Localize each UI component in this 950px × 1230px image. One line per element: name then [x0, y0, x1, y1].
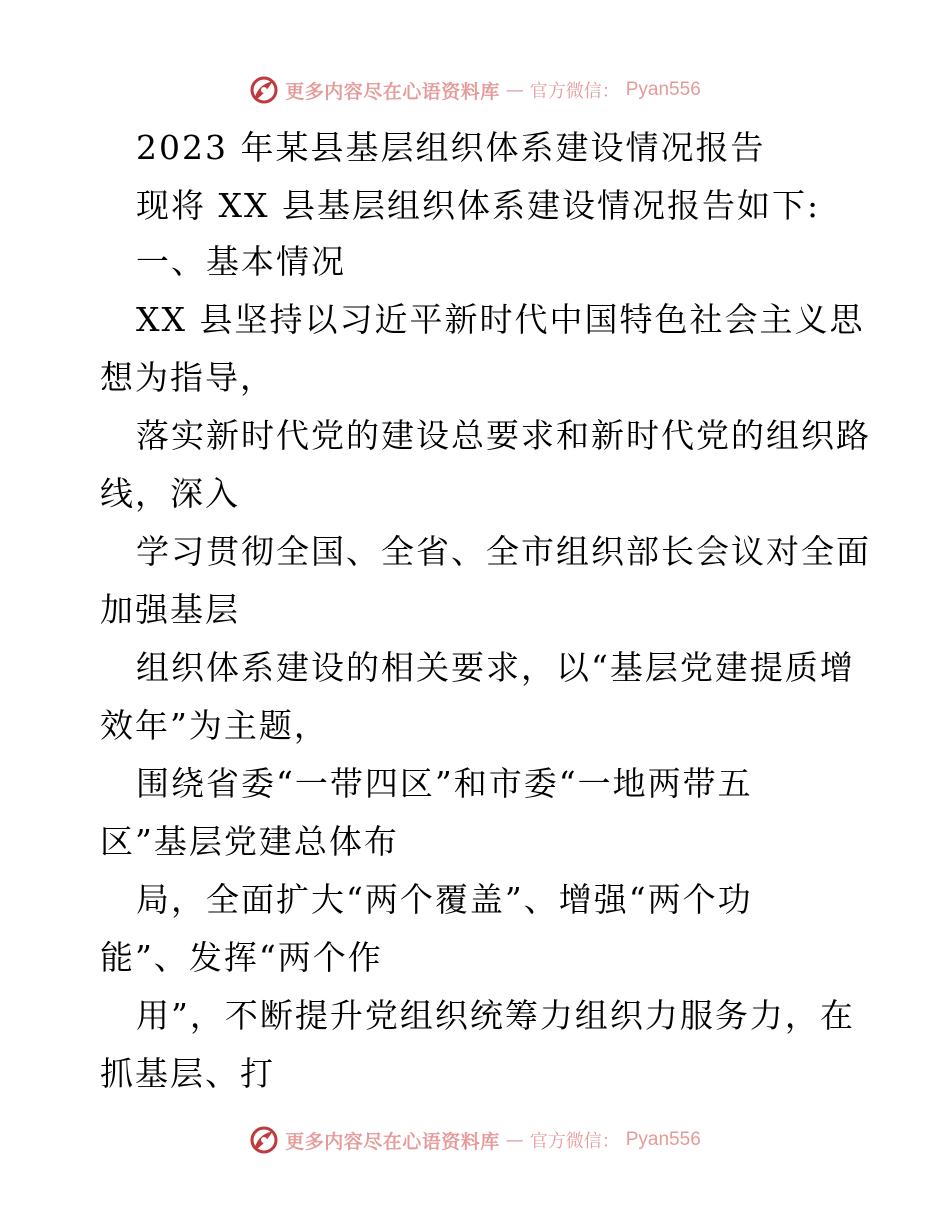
watermark-label: 官方微信： — [529, 1131, 620, 1152]
logo-icon — [249, 1125, 279, 1155]
paragraph-line: 效年”为主题， — [100, 706, 329, 745]
watermark-separator: — — [505, 79, 524, 101]
paragraph-line: 局，全面扩大“两个覆盖”、增强“两个功 — [136, 880, 753, 919]
paragraph-line: 学习贯彻全国、全省、全市组织部长会议对全面 — [136, 532, 871, 571]
logo-icon — [249, 75, 279, 105]
paragraph-line: 组织体系建设的相关要求，以“基层党建提质增 — [136, 648, 855, 687]
watermark-title: 更多内容尽在心语资料库 — [285, 1130, 500, 1153]
paragraph-line: 区”基层党建总体布 — [100, 822, 399, 861]
section-heading: 一、基本情况 — [136, 242, 346, 281]
paragraph-line: 加强基层 — [100, 590, 240, 629]
paragraph-line: 想为指导， — [100, 358, 275, 397]
paragraph-line: 落实新时代党的建设总要求和新时代党的组织路 — [136, 416, 871, 455]
document-title: 2023 年某县基层组织体系建设情况报告 — [136, 128, 766, 167]
paragraph-line: 抓基层、打 — [100, 1054, 275, 1093]
paragraph-line: 围绕省委“一带四区”和市委“一地两带五 — [136, 764, 753, 803]
watermark-title: 更多内容尽在心语资料库 — [285, 80, 500, 103]
paragraph-line: 用”，不断提升党组织统筹力组织力服务力，在 — [136, 996, 855, 1035]
paragraph-line: 能”、发挥“两个作 — [100, 938, 383, 977]
intro-line: 现将 XX 县基层组织体系建设情况报告如下: — [136, 186, 821, 225]
watermark-separator: — — [505, 1129, 524, 1151]
watermark-id: Pyan556 — [625, 1129, 701, 1150]
watermark-label: 官方微信： — [529, 81, 620, 102]
paragraph-line: 线，深入 — [100, 474, 240, 513]
watermark-id: Pyan556 — [625, 79, 701, 100]
footer-watermark — [0, 1120, 950, 1160]
paragraph-line: XX 县坚持以习近平新时代中国特色社会主义思 — [136, 300, 865, 339]
header-watermark — [0, 70, 950, 110]
